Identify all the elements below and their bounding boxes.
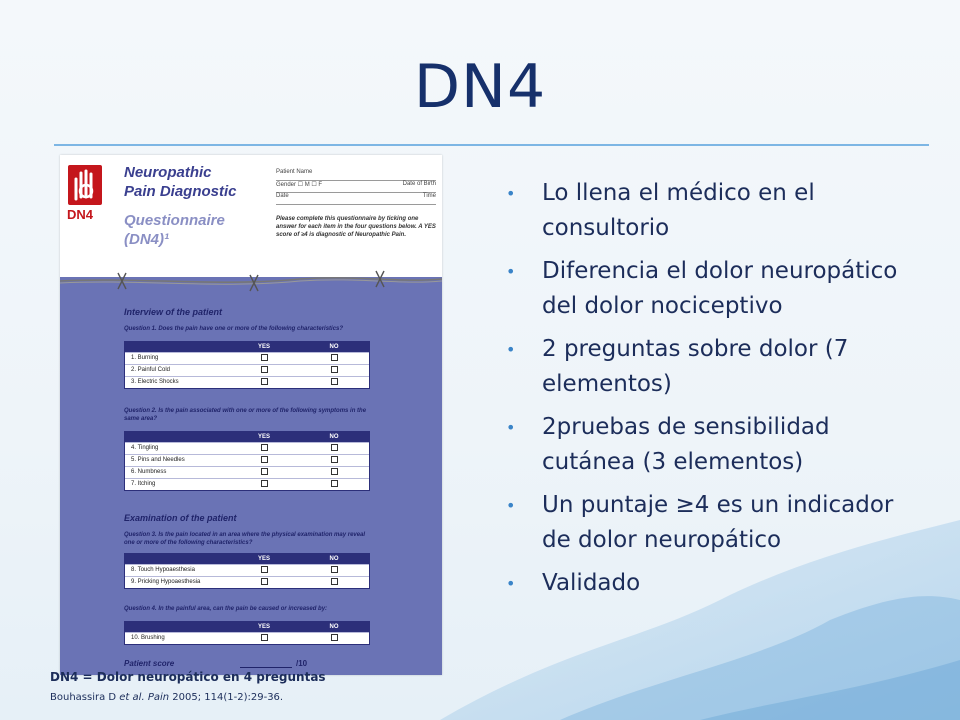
checkbox-icon <box>331 468 338 475</box>
checkbox-icon <box>261 578 268 585</box>
questionnaire-title <box>124 163 237 201</box>
table-question-3: YES NO 8. Touch Hypoaesthesia 9. Pricking Hypoaesthesia <box>124 553 370 589</box>
list-item: • Lo llena el médico en el consultorio <box>506 176 926 246</box>
question-4: Question 4. In the painful area, can the pain be caused or increased by: <box>124 606 328 612</box>
bullet-icon: • <box>506 574 516 593</box>
checkbox-icon <box>261 468 268 475</box>
table-row: 3. Electric Shocks <box>125 376 369 388</box>
field-gender: Gender ☐ M ☐ F <box>276 182 323 188</box>
field-patient-name: Patient Name <box>276 169 313 175</box>
checkbox-icon <box>331 634 338 641</box>
heading-line-4: (DN4)¹ <box>124 231 169 248</box>
field-time: Time <box>422 193 436 199</box>
bullet-icon: • <box>506 340 516 359</box>
table-row: 5. Pins and Needles <box>125 454 369 466</box>
questionnaire-subtitle <box>124 211 225 249</box>
table-row: 8. Touch Hypoaesthesia <box>125 564 369 576</box>
checkbox-icon <box>261 566 268 573</box>
list-item: • Diferencia el dolor neuropático del dolor nociceptivo <box>506 254 926 324</box>
patient-score-label: Patient score <box>124 659 175 668</box>
checkbox-icon <box>261 456 268 463</box>
heading-line-3: Questionnaire <box>124 212 225 229</box>
checkbox-icon <box>331 444 338 451</box>
table-row: 7. Itching <box>125 478 369 490</box>
checkbox-icon <box>331 366 338 373</box>
question-2: Question 2. Is the pain associated with one or more of the following symptoms in the same area? <box>124 408 367 422</box>
bullet-icon: • <box>506 262 516 281</box>
bullet-icon: • <box>506 496 516 515</box>
field-date: Date <box>276 193 289 199</box>
checkbox-icon <box>261 444 268 451</box>
list-item: • 2 preguntas sobre dolor (7 elementos) <box>506 332 926 402</box>
score-line <box>240 667 292 668</box>
bullet-icon: • <box>506 184 516 203</box>
checkbox-icon <box>261 480 268 487</box>
table-row: 4. Tingling <box>125 442 369 454</box>
list-item: • 2pruebas de sensibilidad cutánea (3 elementos) <box>506 410 926 480</box>
logo-text: DN4 <box>67 207 94 222</box>
dn4-questionnaire-image <box>60 155 442 675</box>
checkbox-icon <box>261 378 268 385</box>
col-yes: YES <box>257 344 270 350</box>
table-row: 9. Pricking Hypoaesthesia <box>125 576 369 588</box>
checkbox-icon <box>331 480 338 487</box>
list-item: • Un puntaje ≥4 es un indicador de dolor neuropático <box>506 488 926 558</box>
checkbox-icon <box>331 354 338 361</box>
bullet-list <box>506 176 926 609</box>
barbed-wire-icon <box>60 267 442 297</box>
table-row: 10. Brushing <box>125 632 369 644</box>
patient-info-block <box>276 169 436 205</box>
checkbox-icon <box>331 378 338 385</box>
reference-citation: Bouhassira D et al. Pain 2005; 114(1-2):29-36. <box>50 692 284 703</box>
checkbox-icon <box>331 456 338 463</box>
table-row: 6. Numbness <box>125 466 369 478</box>
table-row: 2. Painful Cold <box>125 364 369 376</box>
table-row: 1. Burning <box>125 352 369 364</box>
title-divider <box>54 144 929 146</box>
checkbox-icon <box>261 366 268 373</box>
question-3: Question 3. Is the pain located in an area where the physical examination may reveal one or more of the following characteristics? <box>124 532 366 546</box>
checkbox-icon <box>261 354 268 361</box>
checkbox-icon <box>261 634 268 641</box>
field-dob: Date of Birth <box>402 181 436 187</box>
section-interview: Interview of the patient <box>124 307 223 317</box>
checkbox-icon <box>331 578 338 585</box>
table-question-2: YES NO 4. Tingling 5. Pins and Needles 6. Numbness 7. Itching <box>124 431 370 491</box>
section-examination: Examination of the patient <box>124 513 237 523</box>
heading-line-2: Pain Diagnostic <box>124 183 237 200</box>
list-item: • Validado <box>506 566 926 601</box>
heading-line-1: Neuropathic <box>124 164 212 181</box>
slide-title: DN4 <box>413 52 547 122</box>
score-max: /10 <box>296 659 308 668</box>
checkbox-icon <box>331 566 338 573</box>
instructions-text: Please complete this questionnaire by ticking one answer for each item in the four questions below. A YES score of ≥4 is diagnostic of Neuropathic Pain. <box>276 216 436 238</box>
questionnaire-header <box>60 155 442 277</box>
table-question-1 <box>124 341 370 389</box>
dn4-logo-icon <box>68 165 102 205</box>
question-1: Question 1. Does the pain have one or more of the following characteristics? <box>124 326 344 332</box>
bullet-icon: • <box>506 418 516 437</box>
figure-caption: DN4 = Dolor neuropático en 4 preguntas <box>50 670 326 684</box>
col-no: NO <box>329 344 339 350</box>
table-question-4: YES NO 10. Brushing <box>124 621 370 645</box>
